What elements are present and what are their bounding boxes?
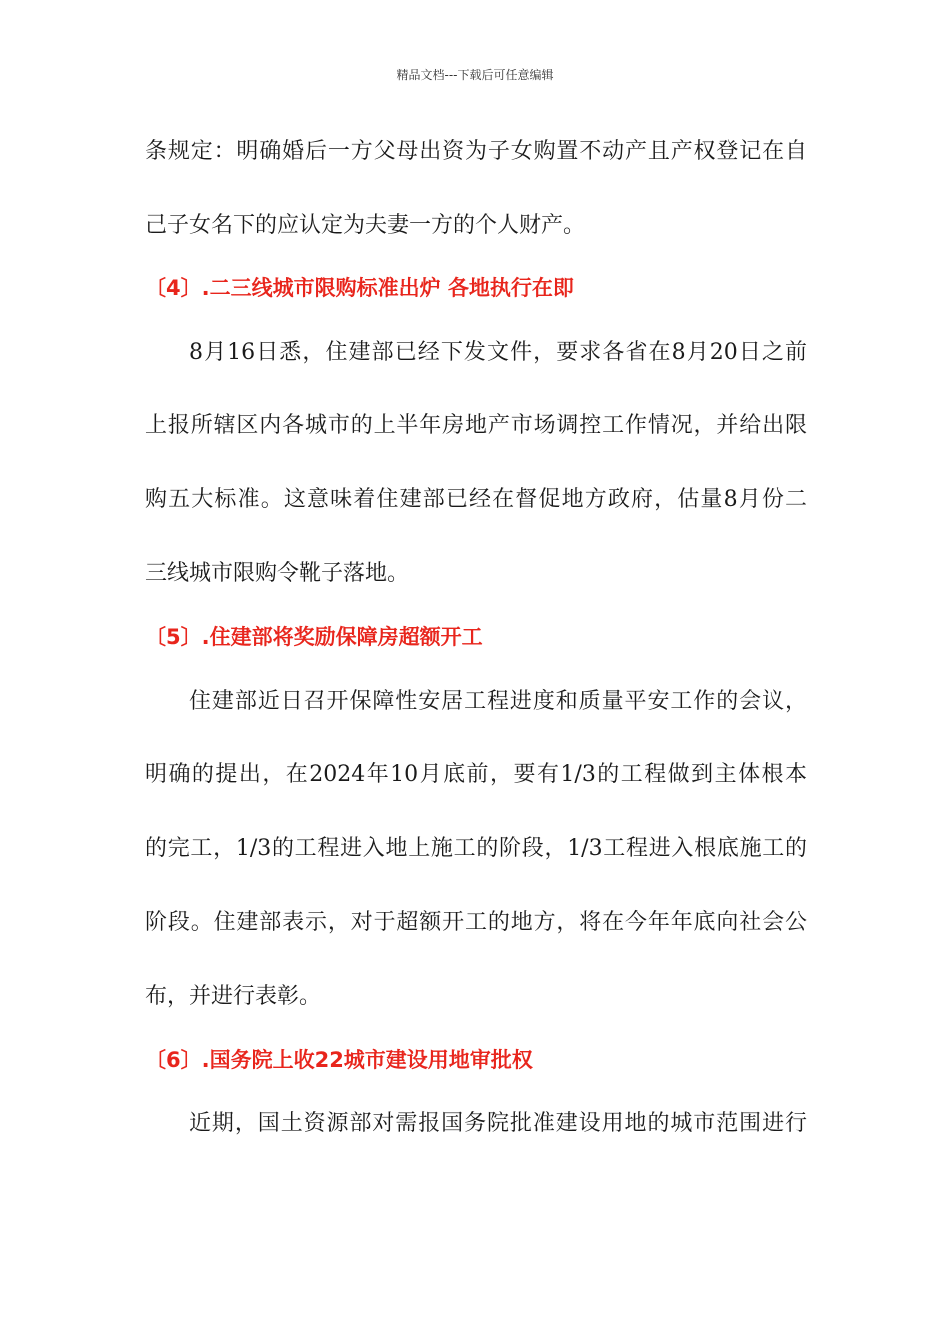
- section-heading-5: 〔5〕.住建部将奖励保障房超额开工: [145, 625, 483, 649]
- body-line: 购五大标准。这意味着住建部已经在督促地方政府，估量8月份二: [145, 487, 807, 512]
- body-line: 布，并进行表彰。: [145, 984, 322, 1009]
- body-line: 阶段。住建部表示，对于超额开工的地方，将在今年年底向社会公: [145, 910, 807, 935]
- body-line: 8月16日悉，住建部已经下发文件，要求各省在8月20日之前: [189, 340, 807, 365]
- body-line: 上报所辖区内各城市的上半年房地产市场调控工作情况，并给出限: [145, 413, 807, 438]
- section-heading-4: 〔4〕.二三线城市限购标准出炉 各地执行在即: [145, 276, 574, 300]
- page-header: 精品文档---下载后可任意编辑: [396, 68, 554, 82]
- body-line: 近期，国土资源部对需报国务院批准建设用地的城市范围进行: [189, 1111, 807, 1136]
- body-line: 的完工，1/3的工程进入地上施工的阶段，1/3工程进入根底施工的: [145, 836, 807, 861]
- section-heading-6: 〔6〕.国务院上收22城市建设用地审批权: [145, 1048, 533, 1072]
- body-line: 三线城市限购令靴子落地。: [145, 561, 410, 586]
- body-line: 条规定：明确婚后一方父母出资为子女购置不动产且产权登记在自: [145, 139, 807, 164]
- body-line: 己子女名下的应认定为夫妻一方的个人财产。: [145, 213, 586, 238]
- body-line: 明确的提出，在2024年10月底前，要有1/3的工程做到主体根本: [145, 762, 807, 787]
- body-line: 住建部近日召开保障性安居工程进度和质量平安工作的会议，: [189, 689, 807, 714]
